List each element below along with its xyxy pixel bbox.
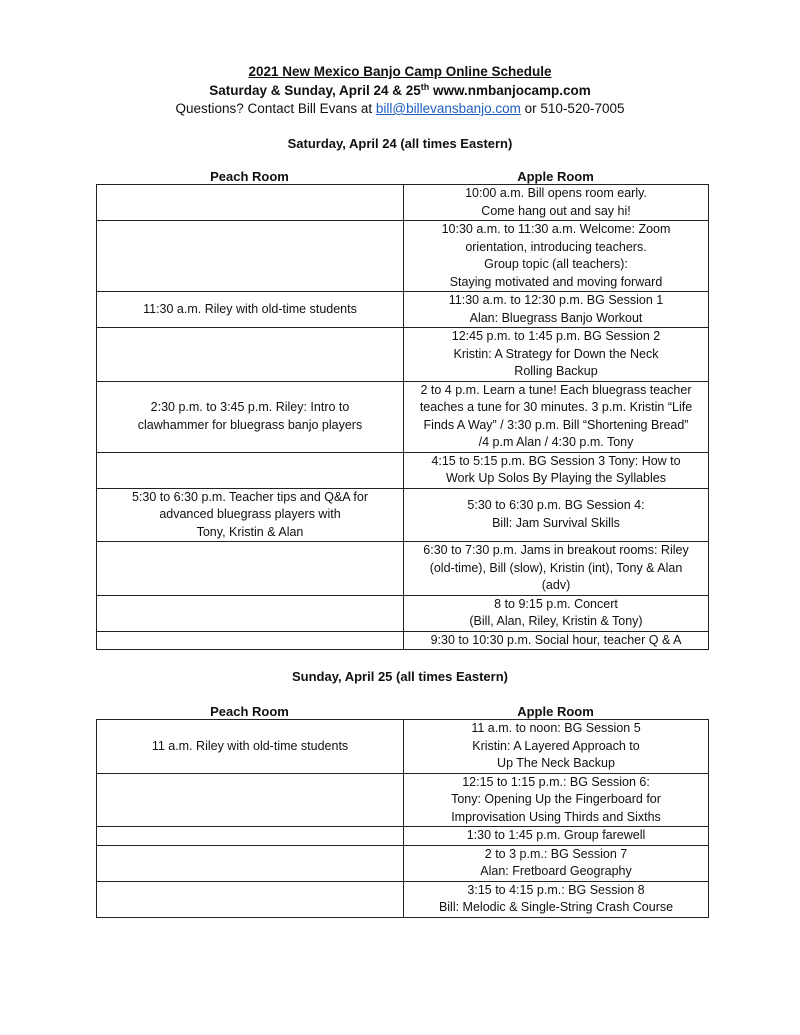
peach-room-cell — [97, 381, 404, 452]
peach-room-cell — [97, 221, 404, 292]
website-url[interactable]: www.nmbanjocamp.com — [433, 83, 591, 98]
contact-suffix: or 510-520-7005 — [520, 101, 625, 116]
date-ordinal-suffix: th — [420, 82, 430, 92]
apple-room-text-line: Up The Neck Backup — [497, 756, 615, 770]
sunday-schedule-table — [96, 719, 709, 918]
apple-room-cell — [404, 292, 709, 328]
apple-room-text-line: Kristin: A Layered Approach to — [472, 738, 640, 753]
peach-room-cell — [97, 185, 404, 221]
apple-room-cell — [404, 720, 709, 774]
apple-room-text-line: 5:30 to 6:30 p.m. BG Session 4: — [467, 498, 645, 513]
apple-room-text-line: 2 to 4 p.m. Learn a tune! Each bluegrass teacher — [420, 382, 692, 397]
schedule-row — [97, 595, 709, 631]
saturday-apple-room-header: Apple Room — [517, 169, 594, 184]
apple-room-text-line: 6:30 to 7:30 p.m. Jams in breakout rooms: Riley — [423, 543, 689, 557]
apple-room-cell — [404, 631, 709, 650]
apple-room-text-line: Alan: Bluegrass Banjo Workout — [469, 310, 643, 325]
apple-room-cell — [404, 542, 709, 596]
document-title: 2021 New Mexico Banjo Camp Online Schedule — [248, 64, 552, 79]
apple-room-text-line: (old-time), Bill (slow), Kristin (int), Tony & Alan — [429, 560, 683, 575]
contact-line — [0, 101, 800, 116]
peach-room-cell — [97, 773, 404, 827]
peach-room-cell — [97, 720, 404, 774]
peach-room-text-line: 11:30 a.m. Riley with old-time students — [143, 301, 357, 316]
apple-room-text-line: 12:45 p.m. to 1:45 p.m. BG Session 2 — [451, 329, 661, 343]
peach-room-cell — [97, 542, 404, 596]
apple-room-text-line: /4 p.m Alan / 4:30 p.m. Tony — [478, 435, 634, 449]
apple-room-text-line: Staying motivated and moving forward — [449, 274, 663, 289]
peach-room-cell — [97, 881, 404, 917]
apple-room-cell — [404, 881, 709, 917]
apple-room-text-line: 9:30 to 10:30 p.m. Social hour, teacher Q & A — [430, 632, 682, 647]
sunday-peach-room-header: Peach Room — [210, 704, 289, 719]
apple-room-text-line: 8 to 9:15 p.m. Concert — [494, 596, 618, 611]
peach-room-text-line: 2:30 p.m. to 3:45 p.m. Riley: Intro to — [150, 400, 350, 414]
apple-room-cell — [404, 773, 709, 827]
apple-room-text-line: 10:30 a.m. to 11:30 a.m. Welcome: Zoom — [441, 222, 671, 236]
apple-room-text-line: Bill: Jam Survival Skills — [492, 515, 620, 530]
sunday-heading: Sunday, April 25 (all times Eastern) — [291, 669, 508, 684]
apple-room-text-line: 3:15 to 4:15 p.m.: BG Session 8 — [467, 882, 645, 897]
apple-room-cell — [404, 827, 709, 846]
apple-room-text-line: Improvisation Using Thirds and Sixths — [451, 809, 661, 824]
schedule-row — [97, 631, 709, 650]
event-dates: Saturday & Sunday, April 24 & 25 — [209, 83, 421, 98]
peach-room-cell — [97, 328, 404, 382]
schedule-row — [97, 542, 709, 596]
schedule-row — [97, 488, 709, 542]
schedule-row — [97, 881, 709, 917]
apple-room-text-line: Tony: Opening Up the Fingerboard for — [451, 792, 661, 806]
sunday-apple-room-header: Apple Room — [517, 704, 594, 719]
apple-room-text-line: Alan: Fretboard Geography — [480, 864, 632, 878]
apple-room-text-line: Come hang out and say hi! — [481, 203, 631, 218]
apple-room-text-line: 4:15 to 5:15 p.m. BG Session 3 Tony: How to — [431, 453, 681, 468]
saturday-heading: Saturday, April 24 (all times Eastern) — [287, 136, 513, 151]
peach-room-cell — [97, 452, 404, 488]
apple-room-text-line: Rolling Backup — [514, 364, 598, 378]
peach-room-cell — [97, 488, 404, 542]
apple-room-text-line: Finds A Way” / 3:30 p.m. Bill “Shortening Bread” — [423, 417, 689, 432]
apple-room-cell — [404, 381, 709, 452]
peach-room-text-line: advanced bluegrass players with — [159, 507, 341, 521]
event-dates-line — [0, 83, 800, 98]
apple-room-text-line: (adv) — [541, 578, 571, 592]
peach-room-text-line: Tony, Kristin & Alan — [196, 524, 304, 539]
apple-room-text-line: Kristin: A Strategy for Down the Neck — [453, 346, 659, 361]
apple-room-cell — [404, 452, 709, 488]
schedule-row — [97, 773, 709, 827]
peach-room-text-line: 5:30 to 6:30 p.m. Teacher tips and Q&A for — [131, 489, 369, 504]
saturday-schedule-table — [96, 184, 709, 650]
contact-prefix: Questions? Contact Bill Evans at — [175, 101, 376, 116]
schedule-row — [97, 381, 709, 452]
peach-room-cell — [97, 827, 404, 846]
peach-room-cell — [97, 595, 404, 631]
schedule-row — [97, 845, 709, 881]
apple-room-cell — [404, 328, 709, 382]
schedule-row — [97, 720, 709, 774]
schedule-row — [97, 185, 709, 221]
peach-room-cell — [97, 631, 404, 650]
peach-room-cell — [97, 845, 404, 881]
apple-room-text-line: 10:00 a.m. Bill opens room early. — [465, 186, 647, 200]
schedule-row — [97, 827, 709, 846]
apple-room-text-line: (Bill, Alan, Riley, Kristin & Tony) — [469, 614, 643, 628]
apple-room-text-line: 12:15 to 1:15 p.m.: BG Session 6: — [462, 774, 650, 789]
apple-room-cell — [404, 845, 709, 881]
apple-room-text-line: Group topic (all teachers): — [484, 257, 628, 271]
apple-room-text-line: Bill: Melodic & Single-String Crash Course — [438, 900, 674, 914]
apple-room-text-line: 1:30 to 1:45 p.m. Group farewell — [466, 828, 646, 842]
peach-room-text-line: clawhammer for bluegrass banjo players — [137, 417, 363, 432]
schedule-row — [97, 292, 709, 328]
apple-room-cell — [404, 488, 709, 542]
apple-room-cell — [404, 221, 709, 292]
peach-room-text-line: 11 a.m. Riley with old-time students — [151, 738, 349, 753]
apple-room-text-line: 11:30 a.m. to 12:30 p.m. BG Session 1 — [448, 293, 664, 307]
apple-room-text-line: 2 to 3 p.m.: BG Session 7 — [484, 846, 628, 861]
apple-room-cell — [404, 185, 709, 221]
schedule-row — [97, 221, 709, 292]
schedule-row — [97, 452, 709, 488]
apple-room-text-line: Work Up Solos By Playing the Syllables — [445, 471, 666, 485]
apple-room-text-line: orientation, introducing teachers. — [465, 239, 647, 254]
contact-email-link[interactable]: bill@billevansbanjo.com — [375, 101, 521, 116]
apple-room-cell — [404, 595, 709, 631]
apple-room-text-line: 11 a.m. to noon: BG Session 5 — [471, 721, 641, 735]
schedule-row — [97, 328, 709, 382]
peach-room-cell — [97, 292, 404, 328]
apple-room-text-line: teaches a tune for 30 minutes. 3 p.m. Kristin “Life — [419, 400, 693, 414]
saturday-peach-room-header: Peach Room — [210, 169, 289, 184]
